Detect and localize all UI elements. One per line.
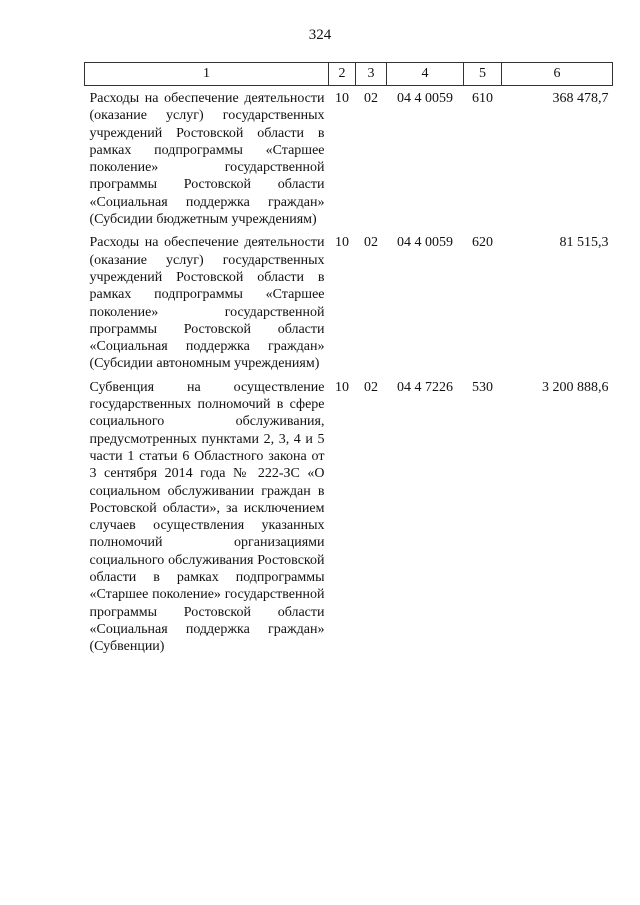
row-pr: 02 bbox=[364, 379, 378, 395]
row-description: Расходы на обеспечение деятельности (оказание услуг) государственных учреждений Ростовской области в рамках подпрограммы «Старшее поколение» государственной программы Ростовской области «Социальная поддержка граждан» (Субсидии автономным учреждениям) bbox=[89, 235, 325, 372]
budget-table bbox=[84, 62, 613, 658]
row-sum: 368 478,7 bbox=[552, 91, 609, 106]
header-row bbox=[85, 63, 613, 86]
row-vr: 620 bbox=[472, 235, 493, 251]
row-description: Субвенция на осуществление государственных полномочий в сфере социального обслуживания, предусмотренных пунктами 2, 3, 4 и 5 части 1 статьи 6 Областного закона от 3 сентября 2014 года № 222-ЗС «О социальном обслуживании граждан в Ростовской области», за исключением случаев осуществления указанных полномочий организациями социального обслуживания Ростовской области в рамках подпрограммы «Старшее поколение» государственной программы Ростовской области «Социальная поддержка граждан» (Субвенции) bbox=[89, 379, 325, 655]
table-row bbox=[85, 375, 613, 658]
header-col-1: 1 bbox=[85, 63, 329, 86]
row-csr: 04 4 0059 bbox=[397, 91, 453, 106]
row-pr: 02 bbox=[364, 91, 378, 106]
row-sum: 81 515,3 bbox=[559, 235, 609, 251]
table-body bbox=[85, 86, 613, 658]
header-col-6: 6 bbox=[502, 63, 613, 86]
row-rz: 10 bbox=[335, 91, 349, 106]
row-rz: 10 bbox=[335, 235, 349, 251]
row-sum: 3 200 888,6 bbox=[542, 379, 609, 395]
page-number: 324 bbox=[308, 27, 332, 43]
row-pr: 02 bbox=[364, 235, 378, 251]
header-col-5: 5 bbox=[464, 63, 502, 86]
row-rz: 10 bbox=[335, 379, 349, 395]
header-col-2: 2 bbox=[329, 63, 356, 86]
row-vr: 610 bbox=[472, 91, 493, 106]
table-row bbox=[85, 230, 613, 374]
header-col-4: 4 bbox=[387, 63, 464, 86]
table-row bbox=[85, 86, 613, 231]
row-description: Расходы на обеспечение деятельности (оказание услуг) государственных учреждений Ростовской области в рамках подпрограммы «Старшее поколение» государственной программы Ростовской области «Социальная поддержка граждан» (Субсидии бюджетным учреждениям) bbox=[89, 91, 325, 228]
table-header bbox=[85, 63, 613, 86]
header-col-3: 3 bbox=[356, 63, 387, 86]
row-vr: 530 bbox=[472, 379, 493, 395]
row-csr: 04 4 0059 bbox=[397, 235, 453, 251]
row-csr: 04 4 7226 bbox=[397, 379, 453, 395]
